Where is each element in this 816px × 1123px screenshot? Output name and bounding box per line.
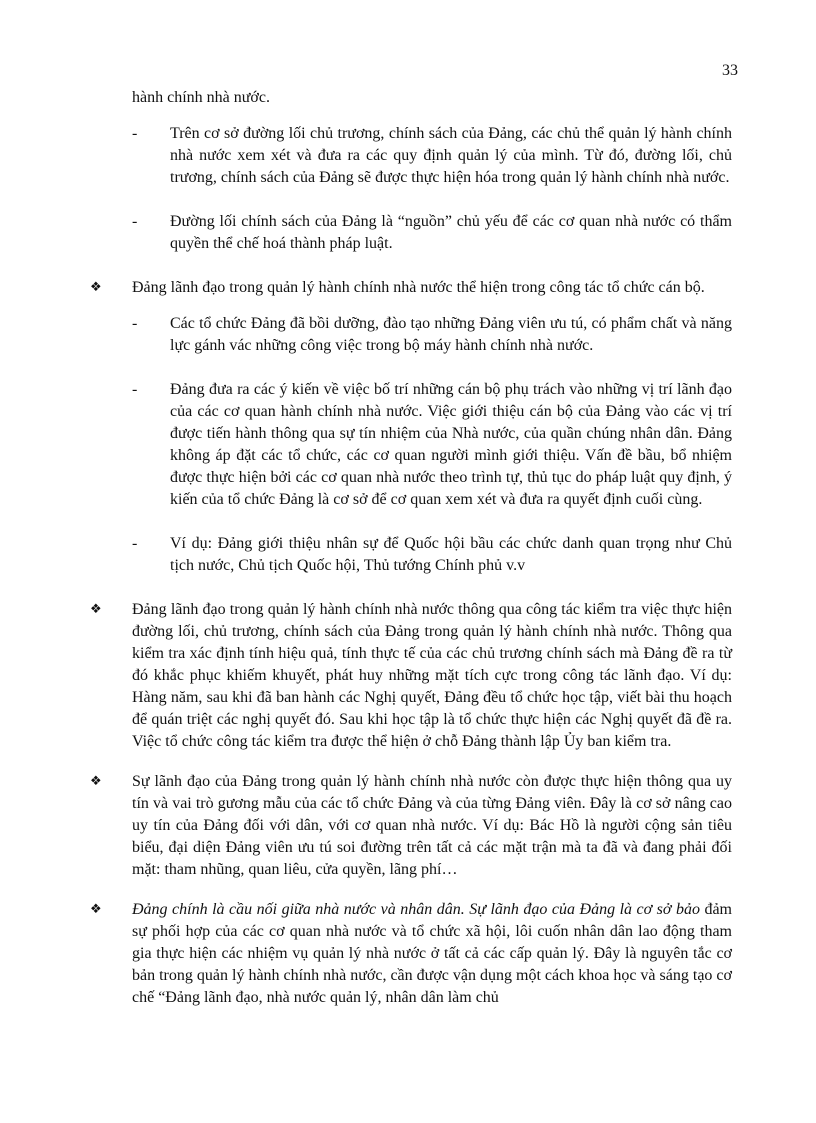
- list-item: [132, 313, 732, 357]
- list-item-text: Đường lối chính sách của Đảng là “nguồn” chủ yếu để các cơ quan nhà nước có thẩm quyền thể chế hoá thành pháp luật.: [170, 213, 732, 252]
- document-body: [90, 87, 733, 1027]
- bullet-text: Sự lãnh đạo của Đảng trong quản lý hành chính nhà nước còn được thực hiện thông qua uy tín và vai trò gương mẫu của các tổ chức Đảng và của từng Đảng viên. Đây là cơ sở nâng cao uy tín của Đảng đối với dân, với cơ quan nhà nước. Ví dụ: Bác Hồ là người cộng sản tiêu biểu, đại diện Đảng viên ưu tú soi đường trên tất cả các mặt trận mà ta đã và đang phải đối mặt: tham nhũng, quan liêu, cửa quyền, lãng phí…: [132, 773, 732, 878]
- continuation-line: hành chính nhà nước.: [132, 89, 270, 106]
- bullet-section: [90, 599, 732, 753]
- bullet-text: Đảng lãnh đạo trong quản lý hành chính nhà nước thông qua công tác kiểm tra việc thực hiện đường lối, chủ trương, chính sách của Đảng trong quản lý hành chính nhà nước. Thông qua kiểm tra xác định tính hiệu quả, tính thực tế của các chủ trương chính sách mà Đảng đề ra từ đó khắc phục khiếm khuyết, phát huy những mặt tích cực trong công tác lãnh đạo. Ví dụ: Hàng năm, sau khi đã ban hành các Nghị quyết, Đảng đều tổ chức học tập, viết bài thu hoạch để quán triệt các nghị quyết đó. Sau khi học tập là tổ chức thực hiện các Nghị quyết đã đề ra. Việc tổ chức công tác kiểm tra được thể hiện ở chỗ Đảng thành lập Ủy ban kiểm tra.: [132, 601, 732, 750]
- bullet-section: [90, 277, 732, 577]
- diamond-bullet-icon: ❖: [90, 602, 102, 617]
- diamond-bullet-icon: ❖: [90, 774, 102, 789]
- dash-list-intro: [132, 123, 732, 255]
- list-item-text: Các tổ chức Đảng đã bồi dưỡng, đào tạo những Đảng viên ưu tú, có phẩm chất và năng lực gánh vác những công việc trong bộ máy hành chính nhà nước.: [170, 315, 732, 354]
- list-item: [132, 379, 732, 511]
- dash-marker: -: [132, 125, 138, 142]
- bullet-item: [90, 899, 732, 1009]
- list-item-text: Trên cơ sở đường lối chủ trương, chính sách của Đảng, các chủ thể quản lý hành chính nhà nước xem xét và đưa ra các quy định quản lý của mình. Từ đó, đường lối, chủ trương, chính sách của Đảng sẽ được thực hiện hóa trong quản lý hành chính nhà nước.: [170, 125, 732, 186]
- dash-marker: -: [132, 315, 138, 332]
- bullet-item: [90, 771, 732, 881]
- list-item-text: Đảng đưa ra các ý kiến về việc bố trí những cán bộ phụ trách vào những vị trí lãnh đạo của các cơ quan hành chính nhà nước. Việc giới thiệu cán bộ của Đảng vào các vị trí được tiến hành thông qua sự tín nhiệm của Nhà nước, của quần chúng nhân dân. Đảng không áp đặt các tổ chức, các cơ quan người mình giới thiệu. Vấn đề bầu, bổ nhiệm được thực hiện bởi các cơ quan nhà nước theo trình tự, thủ tục do pháp luật quy định, ý kiến của tổ chức Đảng là cơ sở để cơ quan xem xét và đưa ra quyết định cuối cùng.: [170, 381, 732, 508]
- bullet-text: Đảng lãnh đạo trong quản lý hành chính nhà nước thể hiện trong công tác tổ chức cán bộ.: [132, 279, 705, 296]
- dash-marker: -: [132, 381, 138, 398]
- bullet-text-rest: đảm sự phối hợp của các cơ quan nhà nước và tổ chức xã hội, lôi cuốn nhân dân lao động tham gia thực hiện các nhiệm vụ quản lý nhà nước ở tất cả các cấp quản lý. Đây là nguyên tắc cơ bản trong quản lý hành chính nhà nước, cần được vận dụng một cách khoa học và sáng tạo cơ chế “Đảng lãnh đạo, nhà nước quản lý, nhân dân làm chủ: [132, 901, 733, 1006]
- dash-list: [132, 313, 732, 577]
- diamond-bullet-icon: ❖: [90, 280, 102, 295]
- list-item: [132, 123, 732, 189]
- bullet-italic-lead: Đảng chính là cầu nối giữa nhà nước và nhân dân. Sự lãnh đạo của Đảng là cơ sở bảo: [132, 901, 700, 918]
- bullet-text: [132, 899, 732, 1009]
- diamond-bullet-icon: ❖: [90, 902, 102, 917]
- bullet-item: [90, 277, 732, 299]
- bullet-section: [90, 899, 733, 1009]
- bullet-item: [90, 599, 732, 753]
- dash-marker: -: [132, 213, 138, 230]
- bullet-section: [90, 771, 732, 881]
- page-number: 33: [722, 62, 738, 79]
- list-item: [132, 533, 732, 577]
- list-item: [132, 211, 732, 255]
- dash-marker: -: [132, 535, 138, 552]
- list-item-text: Ví dụ: Đảng giới thiệu nhân sự để Quốc hội bầu các chức danh quan trọng như Chủ tịch nước, Chủ tịch Quốc hội, Thủ tướng Chính phủ v.v: [170, 535, 732, 574]
